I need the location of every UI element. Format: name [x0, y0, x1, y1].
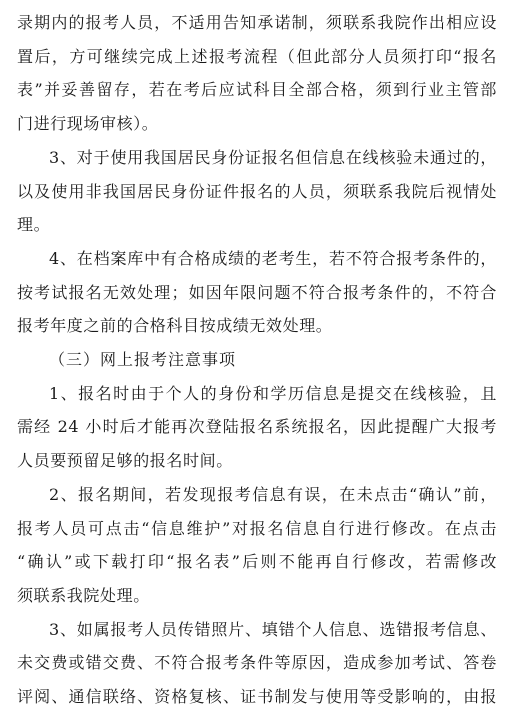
paragraph-line: 理。	[17, 215, 51, 234]
paragraph-line: 3、如属报考人员传错照片、填错个人信息、选错报考信息、	[49, 620, 497, 639]
paragraph-line: 录期内的报考人员，不适用告知承诺制，须联系我院作出相应设	[17, 13, 497, 32]
paragraph-line: “确认”或下载打印“报名表”后则不能再自行修改，若需修改	[17, 552, 497, 571]
section-heading: （三）网上报考注意事项	[49, 350, 237, 369]
paragraph-line: 需经 24 小时后才能再次登陆报名系统报名，因此提醒广大报考	[17, 417, 497, 436]
paragraph-line: 3、对于使用我国居民身份证报名但信息在线核验未通过的，	[49, 148, 497, 167]
paragraph-line: 评阅、通信联络、资格复核、证书制发与使用等受影响的，由报	[17, 687, 497, 706]
paragraph-line: 表”并妥善留存，若在考后应试科目全部合格，须到行业主管部	[17, 80, 497, 99]
paragraph-line: 按考试报名无效处理；如因年限问题不符合报考条件的，不符合	[17, 283, 497, 302]
paragraph-line: 报考人员可点击“信息维护”对报名信息自行进行修改。在点击	[17, 519, 497, 538]
paragraph-line: 4、在档案库中有合格成绩的老考生，若不符合报考条件的，	[49, 249, 497, 268]
paragraph-line: 门进行现场审核）。	[17, 114, 159, 133]
paragraph-line: 以及使用非我国居民身份证件报名的人员，须联系我院后视情处	[17, 182, 497, 201]
paragraph-line: 未交费或错交费、不符合报考条件等原因，造成参加考试、答卷	[17, 653, 497, 672]
paragraph-line: 人员要预留足够的报名时间。	[17, 451, 233, 470]
paragraph-line: 报考年度之前的合格科目按成绩无效处理。	[17, 316, 333, 335]
paragraph-line: 2、报名期间，若发现报考信息有误，在未点击“确认”前，	[49, 485, 497, 504]
paragraph-line: 须联系我院处理。	[17, 586, 150, 605]
paragraph-line: 置后，方可继续完成上述报考流程（但此部分人员须打印“报名	[17, 47, 497, 66]
paragraph-line: 1、报名时由于个人的身份和学历信息是提交在线核验，且	[49, 384, 497, 403]
